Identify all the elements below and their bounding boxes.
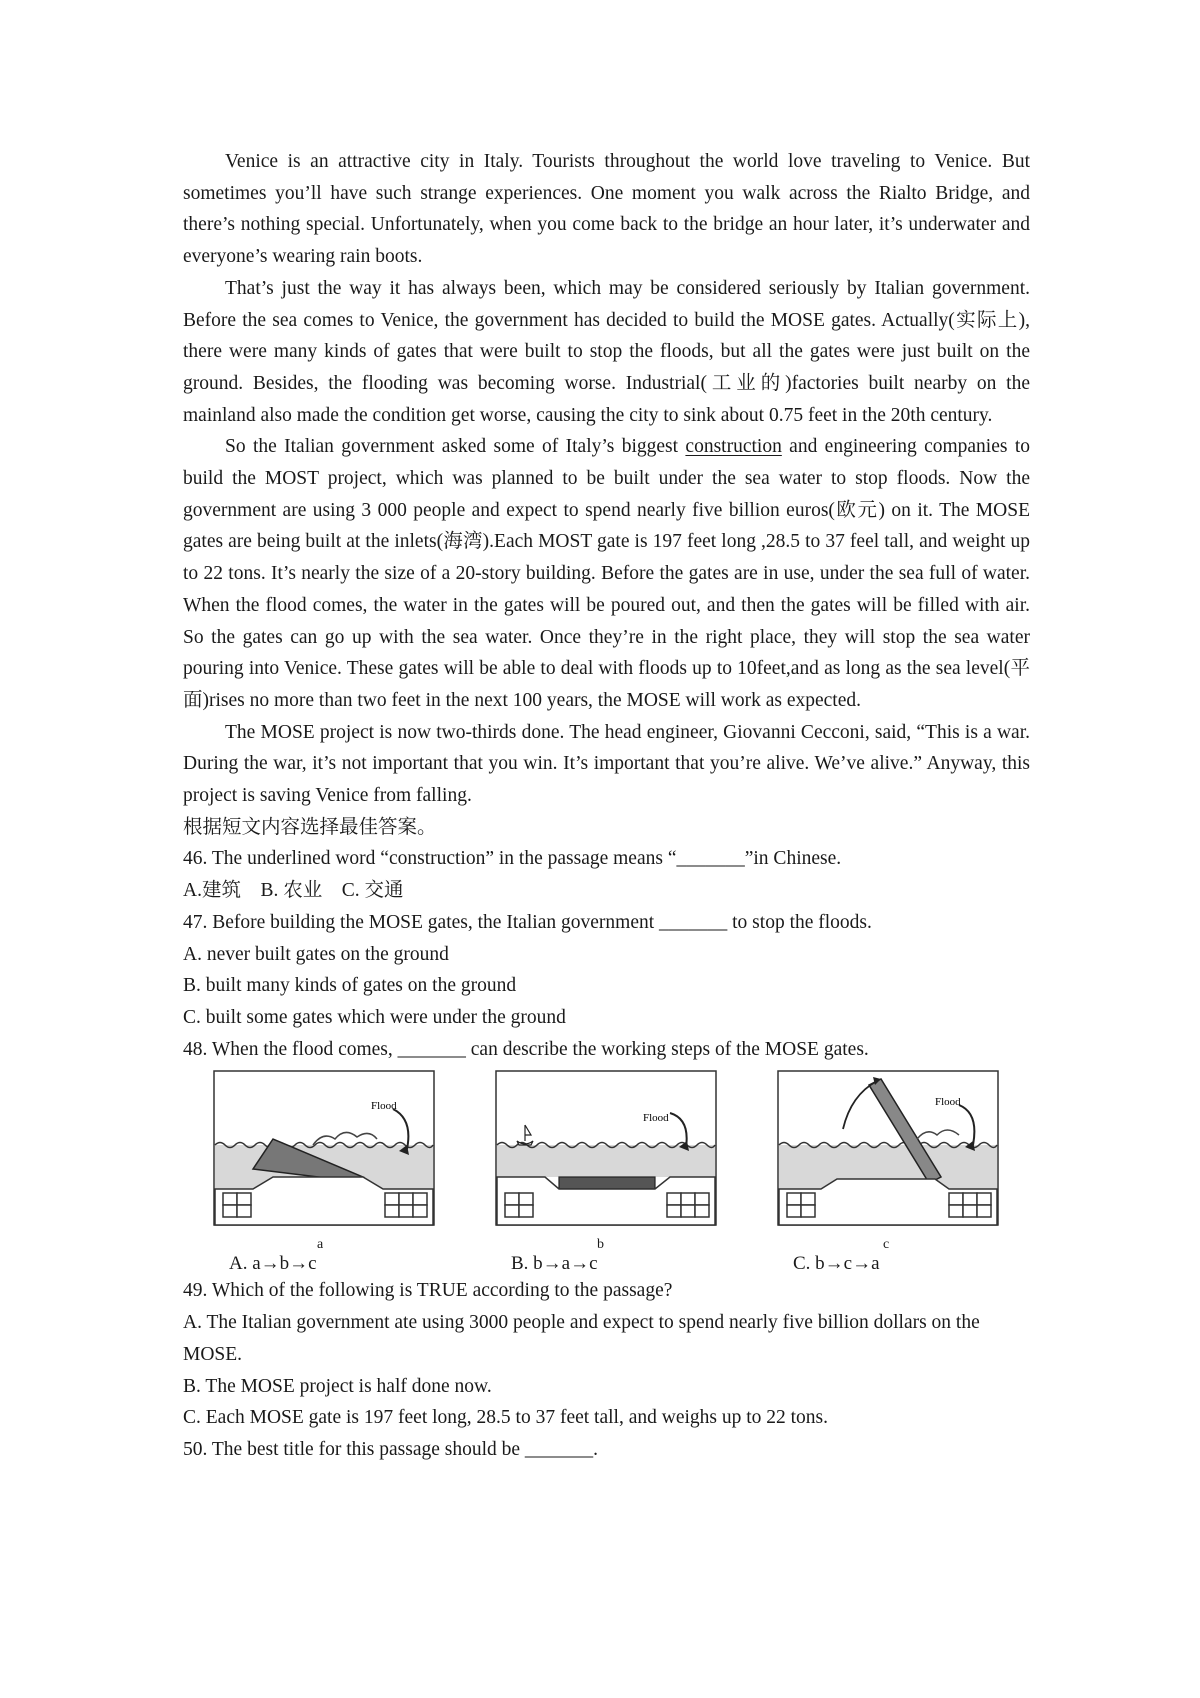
question-46-stem: 46. The underlined word “construction” in the passage means “_______”in Chinese. <box>183 848 842 870</box>
reading-section <box>183 146 1030 1466</box>
option-b-sequence: B. b→a→c <box>511 1253 598 1275</box>
flood-label-c: Flood <box>935 1096 961 1109</box>
gate-panel-a <box>213 1069 437 1275</box>
question-48-stem: 48. When the flood comes, _______ can describe the working steps of the MOSE gates. <box>183 1038 869 1060</box>
question-49-stem: 49. Which of the following is TRUE according to the passage? <box>183 1280 673 1302</box>
option-a-caption <box>229 1237 429 1273</box>
option-c-sequence: C. b→c→a <box>793 1253 880 1275</box>
flood-label-a: Flood <box>371 1100 397 1113</box>
passage-paragraph-2: That’s just the way it has always been, which may be considered seriously by Italian government. Before the sea comes to Venice, the government has decided to build the MOSE gates. Actually(实际上), there were many kinds of gates that were built to stop the floods, but all the gates were just built on the ground. Besides, the flooding was becoming worse. Industrial(工业的)factories built nearby on the mainland also made the condition get worse, causing the city to sink about 0.75 feet in the 20th century. <box>183 277 1030 426</box>
mose-gate-figure <box>183 1069 1030 1275</box>
question-49-option-c: C. Each MOSE gate is 197 feet long, 28.5 to 37 feet tall, and weighs up to 22 tons. <box>183 1407 829 1429</box>
question-46-options: A.建筑 B. 农业 C. 交通 <box>183 880 404 902</box>
question-47-stem: 47. Before building the MOSE gates, the Italian government _______ to stop the floods. <box>183 911 872 933</box>
question-49-option-a: A. The Italian government ate using 3000 people and expect to spend nearly five billion dollars on the MOSE. <box>183 1312 980 1365</box>
gate-diagram-b <box>495 1069 719 1235</box>
passage-paragraph-1: Venice is an attractive city in Italy. Tourists throughout the world love traveling to Venice. But sometimes you’ll have such strange experiences. One moment you walk across the Rialto Bridge, and there’s nothing special. Unfortunately, when you come back to the bridge an hour later, it’s underwater and everyone’s wearing rain boots. <box>183 151 1030 268</box>
option-a-sequence: A. a→b→c <box>229 1253 317 1275</box>
passage-paragraph-4: The MOSE project is now two-thirds done. The head engineer, Giovanni Cecconi, said, “This is a war. During the war, it’s not important that you win. It’s important that you’re alive. We’ve alive.” Anyway, this project is saving Venice from falling. <box>183 721 1030 807</box>
gate-diagram-a <box>213 1069 437 1235</box>
question-50-stem: 50. The best title for this passage should be _______. <box>183 1438 599 1460</box>
option-b-caption <box>511 1237 711 1273</box>
panel-label-a: a <box>317 1237 324 1253</box>
question-47-option-c: C. built some gates which were under the ground <box>183 1006 566 1028</box>
question-47-option-b: B. built many kinds of gates on the ground <box>183 975 517 997</box>
underlined-word-construction: construction <box>685 436 782 458</box>
question-47-option-a: A. never built gates on the ground <box>183 943 449 965</box>
gate-panel-c <box>777 1069 1001 1275</box>
gate-panel-b <box>495 1069 719 1275</box>
panel-label-b: b <box>597 1237 604 1253</box>
flood-label-b: Flood <box>643 1112 669 1125</box>
option-c-caption <box>793 1237 993 1273</box>
gate-diagram-c <box>777 1069 1001 1235</box>
passage-paragraph-3 <box>183 431 1030 716</box>
panel-label-c: c <box>883 1237 890 1253</box>
passage-paragraph-3-rest: and engineering companies to build the MOST project, which was planned to be built under the sea water to stop floods. Now the government are using 3 000 people and expect to spend nearly five billion euros(欧元) on it. The MOSE gates are being built at the inlets(海湾).Each MOST gate is 197 feet long ,28.5 to 37 feel tall, and weight up to 22 tons. It’s nearly the size of a 20-story building. Before the gates are in use, under the sea full of water. When the flood comes, the water in the gates will be poured out, and then the gates will be filled with air. So the gates can go up with the sea water. Once they’re in the right place, they will stop the sea water pouring into Venice. These gates will be able to deal with floods up to 10feet,and as long as the sea level(平面)rises no more than two feet in the next 100 years, the MOSE will work as expected. <box>183 436 1030 711</box>
instruction-text: 根据短文内容选择最佳答案。 <box>183 816 437 838</box>
passage-paragraph-3-start: So the Italian government asked some of Italy’s biggest <box>225 436 686 458</box>
question-49-option-b: B. The MOSE project is half done now. <box>183 1375 492 1397</box>
